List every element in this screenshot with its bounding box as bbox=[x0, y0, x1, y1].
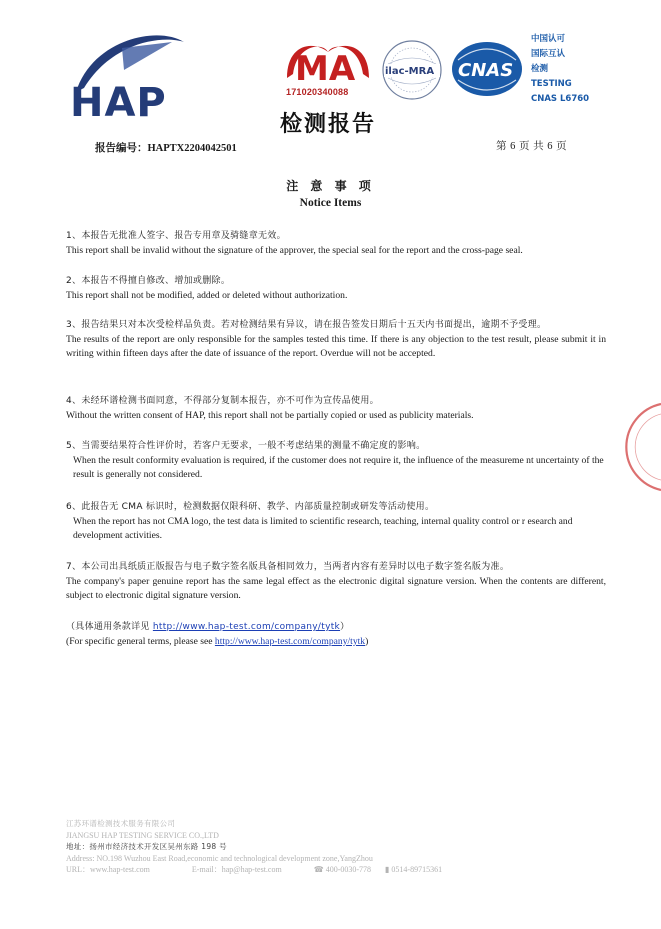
cnas-line: 国际互认 bbox=[531, 49, 566, 59]
general-terms-english bbox=[66, 635, 606, 650]
ilac-mra-logo bbox=[380, 38, 444, 102]
cross-page-seal bbox=[625, 402, 661, 492]
fax-icon: ▮ bbox=[385, 865, 390, 874]
cnas-line: 检测 bbox=[531, 64, 549, 74]
notice-item bbox=[66, 274, 606, 303]
notice-title-english: Notice Items bbox=[299, 197, 362, 209]
notice-item-english: When the report has not CMA logo, the test data is limited to scientific research, teaching, internal quality control or r esearch and development activities. bbox=[73, 515, 573, 542]
terms-suffix: ) bbox=[365, 635, 369, 647]
footer-fax: 0514-89715361 bbox=[391, 865, 443, 874]
notice-item bbox=[66, 439, 606, 483]
notice-item-chinese: 5、当需要结果符合性评价时，若客户无要求，一般不考虑结果的测量不确定度的影响。 bbox=[66, 441, 426, 451]
notice-item bbox=[66, 500, 606, 544]
notice-item-english: This report shall be invalid without the signature of the approver, the special seal for the report and the cross-page seal. bbox=[66, 244, 523, 256]
footer-phone: 400-0030-778 bbox=[325, 865, 372, 874]
notice-item bbox=[66, 394, 606, 423]
ilac-logo-text: ilac-MRA bbox=[385, 66, 435, 77]
notice-item bbox=[66, 560, 606, 604]
cnas-line: TESTING bbox=[531, 79, 572, 89]
footer bbox=[66, 818, 442, 876]
notice-item-english: This report shall not be modified, added or deleted without authorization. bbox=[66, 289, 348, 301]
terms-link[interactable]: http://www.hap-test.com/company/tytk bbox=[152, 622, 341, 632]
notice-item-chinese: 4、未经环谱检测书面同意，不得部分复制本报告，亦不可作为宣传品使用。 bbox=[66, 396, 379, 406]
hap-logo-text: HAP bbox=[70, 80, 167, 126]
notice-item-chinese: 6、此报告无 CMA 标识时，检测数据仅限科研、教学、内部质量控制或研发等活动使用。 bbox=[66, 502, 435, 512]
notice-item-english: When the result conformity evaluation is required, if the customer does not require it, the influence of the measureme nt uncertainty of the result is generally not considered. bbox=[73, 454, 604, 481]
notice-item-english: The company's paper genuine report has the same legal effect as the electronic digital signature version. When the contents are different, subject to electronic digital signature version. bbox=[66, 575, 606, 602]
notice-item-chinese: 1、本报告无批准人签字、报告专用章及骑缝章无效。 bbox=[66, 231, 286, 241]
cma-certificate-number: 171020340088 bbox=[286, 87, 349, 97]
general-terms bbox=[66, 620, 606, 649]
notice-item-chinese: 7、本公司出具纸质正版报告与电子数字签名版具备相同效力，当两者内容有差异时以电子数字签名版为准。 bbox=[66, 562, 510, 572]
report-number: 报告编号：HAPTX2204042501 bbox=[95, 143, 237, 154]
notice-item bbox=[66, 229, 606, 258]
footer-email: E-mail：hap@hap-test.com bbox=[191, 865, 282, 874]
report-title: 检测报告 bbox=[280, 112, 377, 137]
footer-company-chinese: 江苏环谱检测技术服务有限公司 bbox=[66, 819, 176, 828]
general-terms-chinese bbox=[66, 620, 606, 635]
terms-prefix: (For specific general terms, please see bbox=[66, 635, 215, 647]
notice-item bbox=[66, 318, 606, 362]
cnas-logo-text: CNAS bbox=[458, 60, 514, 81]
cnas-accreditation-text bbox=[531, 32, 589, 107]
cnas-logo bbox=[450, 40, 525, 98]
notice-item-english: Without the written consent of HAP, this report shall not be partially copied or used as publicity materials. bbox=[66, 409, 474, 421]
phone-icon: ☎ bbox=[313, 865, 324, 874]
footer-company-english: JIANGSU HAP TESTING SERVICE CO.,LTD bbox=[66, 830, 219, 840]
notice-title-chinese: 注 意 事 项 bbox=[286, 179, 375, 193]
page-number: 第 6 页 共 6 页 bbox=[496, 141, 568, 152]
cnas-line: CNAS L6760 bbox=[531, 94, 590, 104]
notice-item-english: The results of the report are only responsible for the samples tested this time. If there is any objection to the test result, please submit it in writing within fifteen days after the date of issuance of the report. Overdue will not be accepted. bbox=[66, 333, 606, 360]
hap-logo bbox=[62, 30, 192, 130]
footer-url: URL：www.hap-test.com bbox=[66, 865, 150, 874]
cma-logo-text: MA bbox=[295, 49, 356, 89]
terms-suffix: ） bbox=[340, 622, 350, 632]
terms-link[interactable]: http://www.hap-test.com/company/tytk bbox=[214, 635, 366, 647]
terms-prefix: （具体通用条款详见 bbox=[66, 622, 153, 632]
footer-address-english: Address: NO.198 Wuzhou East Road,economic and technological development zone,YangZhou bbox=[66, 853, 373, 863]
footer-address-chinese: 地址：扬州市经济技术开发区吴州东路 198 号 bbox=[66, 842, 227, 851]
footer-contact bbox=[66, 864, 442, 876]
cnas-line: 中国认可 bbox=[531, 34, 566, 44]
notice-item-chinese: 3、报告结果只对本次受检样品负责。若对检测结果有异议，请在报告签发日期后十五天内书面提出，逾期不予受理。 bbox=[66, 320, 547, 330]
notice-item-chinese: 2、本报告不得擅自修改、增加或删除。 bbox=[66, 276, 231, 286]
